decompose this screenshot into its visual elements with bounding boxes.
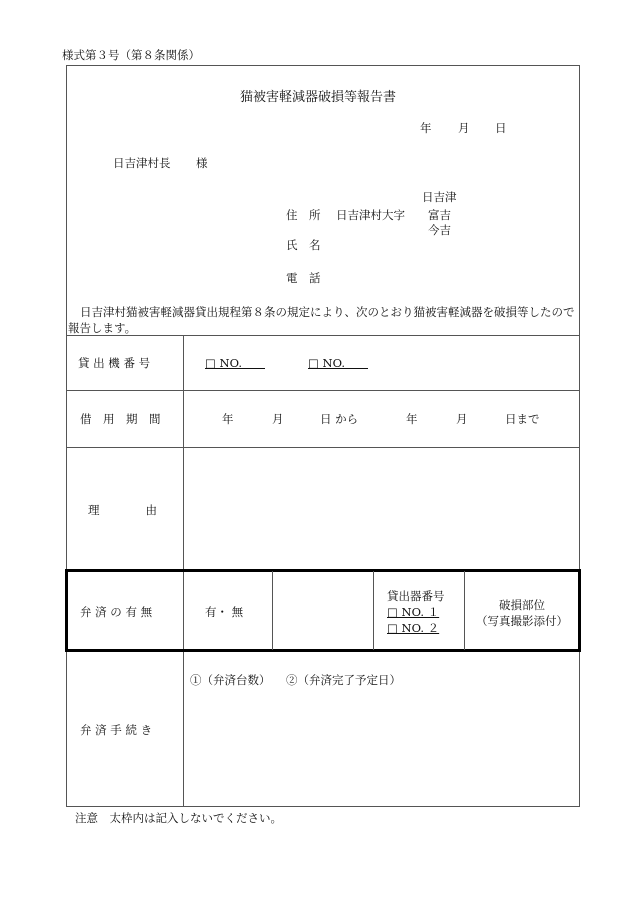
- device-number-option[interactable]: □ NO.: [308, 356, 368, 370]
- address-option[interactable]: 今吉: [428, 223, 451, 237]
- reason-field[interactable]: [186, 450, 576, 566]
- page-title: 猫被害軽減器破損等報告書: [240, 90, 397, 105]
- table-divider: [373, 571, 374, 650]
- form-number: 様式第３号（第８条関係）: [62, 48, 200, 62]
- damage-note: （写真撮影添付）: [476, 614, 568, 628]
- frame-right-border: [579, 65, 580, 807]
- honorific: 様: [196, 156, 208, 170]
- addressee: 日吉津村長: [113, 156, 171, 170]
- period-end-day[interactable]: 日まで: [505, 412, 540, 426]
- address-option[interactable]: 日吉津: [422, 190, 457, 204]
- compensation-label: 弁 済 の 有 無: [80, 605, 153, 619]
- table-divider: [66, 447, 580, 448]
- name-label: 氏 名: [286, 238, 321, 252]
- frame-bottom-border: [66, 806, 580, 807]
- table-divider: [464, 571, 465, 650]
- reason-label: 理 由: [88, 503, 157, 517]
- procedure-label: 弁 済 手 続 き: [80, 723, 153, 737]
- table-divider: [272, 571, 273, 650]
- address-option[interactable]: 富吉: [428, 208, 451, 222]
- table-divider: [66, 390, 580, 391]
- device-option[interactable]: □ NO. １: [387, 605, 440, 619]
- date-day[interactable]: 日: [495, 121, 507, 135]
- device-option[interactable]: □ NO. ２: [387, 621, 440, 635]
- period-start-year[interactable]: 年: [222, 412, 234, 426]
- procedure-item[interactable]: ①（弁済台数）: [190, 673, 271, 687]
- period-end-month[interactable]: 月: [456, 412, 468, 426]
- device-number-label: 貸 出 機 番 号: [78, 356, 151, 370]
- phone-label: 電 話: [286, 271, 321, 285]
- damage-label: 破損部位: [499, 598, 545, 612]
- procedure-item[interactable]: ②（弁済完了予定日）: [286, 673, 401, 687]
- period-label: 借 用 期 間: [80, 412, 161, 426]
- device-label: 貸出器番号: [387, 589, 445, 603]
- note: 注意 太枠内は記入しないでください。: [75, 811, 282, 825]
- table-divider: [66, 335, 580, 336]
- address-prefix: 日吉津村大字: [336, 208, 405, 222]
- period-start-month[interactable]: 月: [272, 412, 284, 426]
- address-label: 住 所: [286, 208, 321, 222]
- statement: 日吉津村猫被害軽減器貸出規程第８条の規定により、次のとおり猫被害軽減器を破損等したので報告します。: [68, 305, 575, 335]
- period-start-day[interactable]: 日 から: [320, 412, 359, 426]
- device-number-option[interactable]: □ NO.: [205, 356, 265, 370]
- compensation-value[interactable]: 有・ 無: [205, 605, 244, 619]
- frame-top-border: [66, 65, 580, 66]
- date-month[interactable]: 月: [458, 121, 470, 135]
- period-end-year[interactable]: 年: [406, 412, 418, 426]
- date-year[interactable]: 年: [420, 121, 432, 135]
- frame-left-border: [66, 65, 67, 807]
